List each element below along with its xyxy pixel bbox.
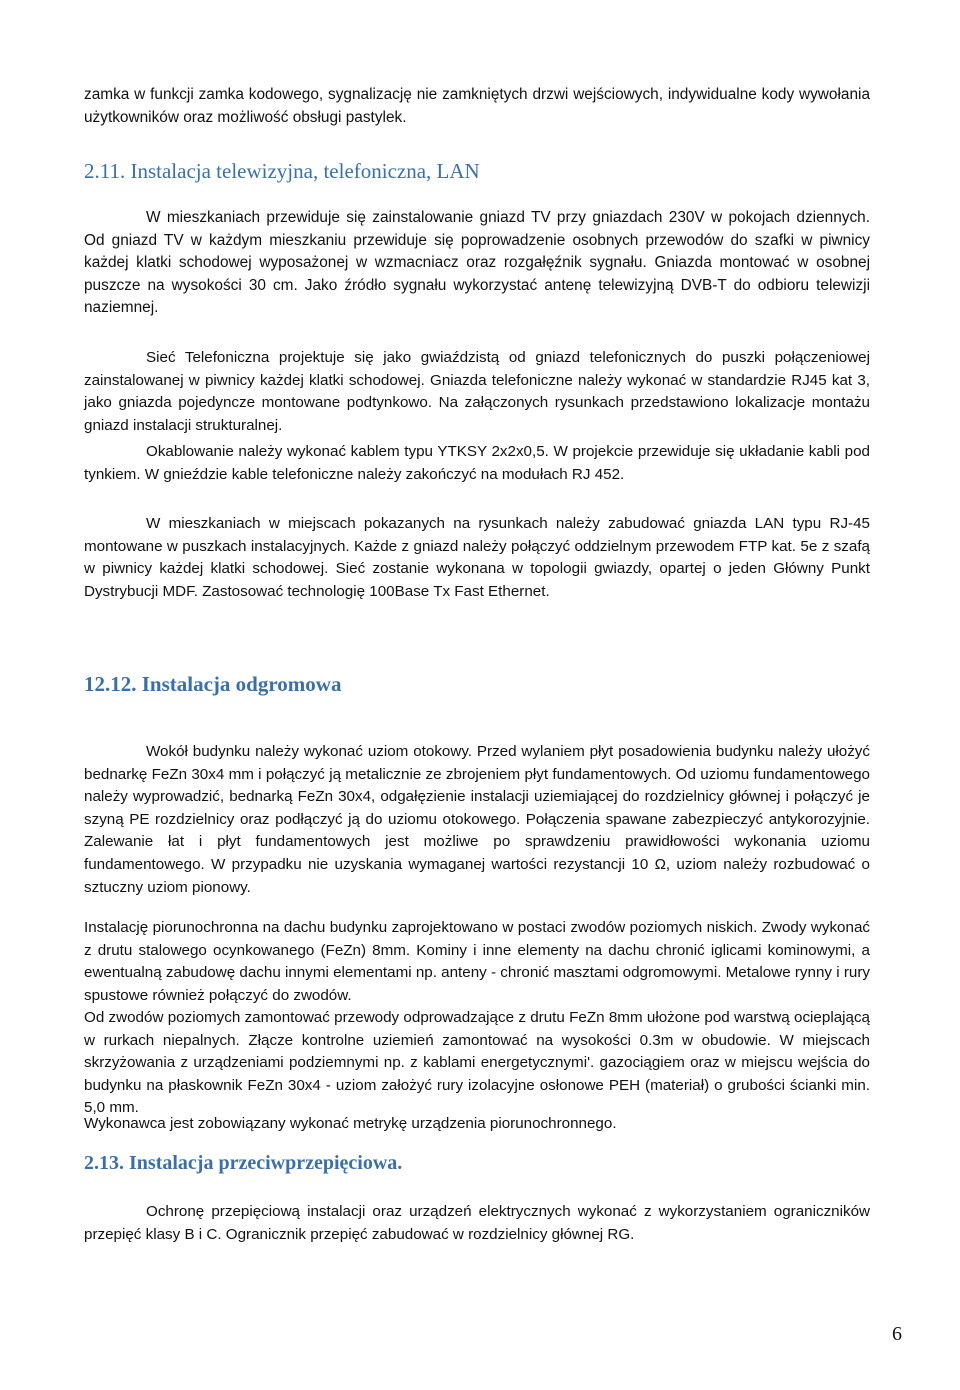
lan-paragraph: W mieszkaniach w miejscach pokazanych na rysunkach należy zabudować gniazda LAN typu RJ-45 montowane w puszkach instalacyjnych. Każde z gniazd należy połączyć oddzielnym przewodem FTP kat. 5e z szafą w piwnicy każdej klatki schodowej. Sieć zostanie wykonana w topologii gwiazdy, opartej o jeden Główny Punkt Dystrybucji MDF. Zastosować technologię 100Base Tx Fast Ethernet. xyxy=(84,515,870,600)
section-heading-surge-protection: 2.13. Instalacja przeciwprzepięciowa. xyxy=(84,1152,403,1174)
phone-paragraph: Sieć Telefoniczna projektuje się jako gwiaździstą od gniazd telefonicznych do puszki połączeniowej zainstalowanej w piwnicy każdej klatki schodowej. Gniazda telefoniczne należy wykonać w standardzie RJ45 kat 3, jako gniazda pojedyncze montowane podtynkowo. Na załączonych rysunkach przedstawiono lokalizacje montażu gniazd instalacji strukturalnej. xyxy=(84,349,870,434)
page-number: 6 xyxy=(892,1323,902,1345)
cabling-paragraph: Okablowanie należy wykonać kablem typu YTKSY 2x2x0,5. W projekcie przewiduje się układanie kabli pod tynkiem. W gnieździe kable telefoniczne należy zakończyć na modułach RJ 452. xyxy=(84,443,870,483)
intro-paragraph: zamka w funkcji zamka kodowego, sygnalizację nie zamkniętych drzwi wejściowych, indywidualne kody wywołania użytkowników oraz możliwość obsługi pastylek. xyxy=(84,86,870,126)
lightning-paragraph-3: Od zwodów poziomych zamontować przewody odprowadzające z drutu FeZn 8mm ułożone pod warstwą ocieplającą w rurkach niepalnych. Złącze kontrolne uziemień zamontować na wysokości 0.3m w obudowie. W miejscach skrzyżowania z urządzeniami podziemnymi np. z kablami energetycznymi'. gazociągiem oraz w miejscu wejścia do budynku na płaskownik FeZn 30x4 - uziom założyć rury izolacyjne osłonowe PEH (materiał) o grubości ścianki min. 5,0 mm. xyxy=(84,1009,870,1117)
lightning-paragraph-2: Instalację piorunochronna na dachu budynku zaprojektowano w postaci zwodów poziomych niskich. Zwody wykonać z drutu stalowego ocynkowanego (FeZn) 8mm. Kominy i inne elementy na dachu chronić iglicami kominowymi, a ewentualną zabudowę dachu innymi elementami np. anteny - chronić masztami odgromowymi. Metalowe rynny i rury spustowe również połączyć do zwodów. xyxy=(84,919,870,1004)
section-heading-lightning: 12.12. Instalacja odgromowa xyxy=(84,672,342,696)
section-heading-tv-phone-lan: 2.11. Instalacja telewizyjna, telefoniczna, LAN xyxy=(84,159,480,183)
tv-paragraph: W mieszkaniach przewiduje się zainstalowanie gniazd TV przy gniazdach 230V w pokojach dziennych. Od gniazd TV w każdym mieszkaniu przewiduje się poprowadzenie osobnych przewodów do szafki w piwnicy każdej klatki schodowej wyposażonej w wzmacniacz oraz rozgałęźnik sygnału. Gniazda montować w osobnej puszcze na wysokości 30 cm. Jako źródło sygnału wykorzystać antenę telewizyjną DVB-T do odbioru telewizji naziemnej. xyxy=(84,209,870,317)
lightning-paragraph-4: Wykonawca jest zobowiązany wykonać metrykę urządzenia piorunochronnego. xyxy=(84,1115,617,1132)
surge-paragraph: Ochronę przepięciową instalacji oraz urządzeń elektrycznych wykonać z wykorzystaniem ograniczników przepięć klasy B i C. Ogranicznik przepięć zabudować w rozdzielnicy głównej RG. xyxy=(84,1203,870,1243)
lightning-paragraph-1: Wokół budynku należy wykonać uziom otokowy. Przed wylaniem płyt posadowienia budynku należy ułożyć bednarkę FeZn 30x4 mm i połączyć ją metalicznie ze zbrojeniem płyt fundamentowych. Od uziomu fundamentowego należy wyprowadzić, bednarką FeZn 30x4, odgałęzienie instalacji uziemiającej do rozdzielnicy głównej i połączyć je szyną PE rozdzielnicy oraz podłączyć ją do uziomu otokowego. Połączenia spawane zabezpieczyć antykorozyjnie. Zalewanie łat i płyt fundamentowych jest możliwe po sprawdzeniu prawidłowości wykonania uziomu fundamentowego. W przypadku nie uzyskania wymaganej wartości rezystancji 10 Ω, uziom należy rozbudować o sztuczny uziom pionowy. xyxy=(84,743,870,896)
